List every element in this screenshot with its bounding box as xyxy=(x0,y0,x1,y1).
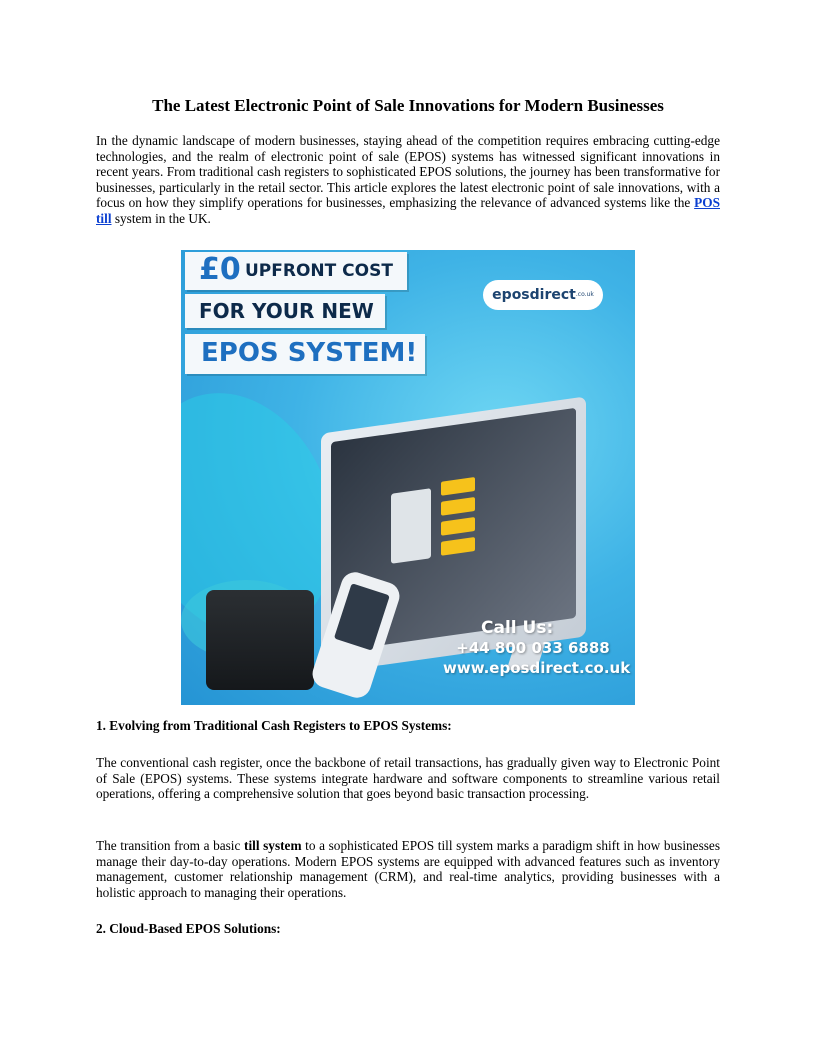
banner-line2: FOR YOUR NEW xyxy=(199,299,374,323)
intro-text-before: In the dynamic landscape of modern businesses, staying ahead of the competition requires embracing cutting-edge technologies, and the realm of electronic point of sale (EPOS) systems has witnessed significant innovations in recent years. From traditional cash registers to sophisticated EPOS solutions, the journey has been transformative for businesses, particularly in the retail sector. This article explores the latest electronic point of sale innovations, with a focus on how they simplify operations for businesses, emphasizing the relevance of advanced systems like the xyxy=(96,133,720,210)
contact-block xyxy=(443,618,631,678)
yellow-button-graphic xyxy=(441,517,475,536)
logo-text: eposdirect xyxy=(492,287,576,303)
banner-for-your-new xyxy=(185,294,385,328)
eposdirect-logo xyxy=(483,280,603,310)
banner-price: £0 xyxy=(199,252,241,287)
phone-number: +44 800 033 6888 xyxy=(456,639,610,657)
keypad-graphic xyxy=(391,488,431,564)
handheld-screen xyxy=(334,583,390,651)
pos-till-link[interactable]: POS till xyxy=(96,195,720,226)
section1-paragraph2 xyxy=(96,838,720,900)
banner-upfront-cost xyxy=(185,252,407,290)
yellow-button-graphic xyxy=(441,477,475,496)
section1-paragraph1: The conventional cash register, once the backbone of retail transactions, has gradually given way to Electronic Point of Sale (EPOS) systems. These systems integrate hardware and software components to streamline various retail operations, offering a comprehensive solution that goes beyond basic transaction processing. xyxy=(96,755,720,801)
website-url: www.eposdirect.co.uk xyxy=(443,659,631,677)
logo-suffix: .co.uk xyxy=(575,291,594,298)
till-system-bold: till system xyxy=(244,838,302,853)
page-title: The Latest Electronic Point of Sale Innovations for Modern Businesses xyxy=(152,96,664,115)
intro-paragraph xyxy=(96,133,720,226)
section2-heading: 2. Cloud-Based EPOS Solutions: xyxy=(96,921,281,936)
yellow-button-graphic xyxy=(441,537,475,556)
call-us-label: Call Us: xyxy=(481,618,554,638)
yellow-button-graphic xyxy=(441,497,475,516)
banner-epos-system xyxy=(185,334,425,374)
para2-text-after: to a sophisticated EPOS till system marks a paradigm shift in how businesses manage their day-to-day operations. Modern EPOS systems are equipped with advanced features such as inventory management, customer relationship management (CRM), and real-time analytics, providing businesses with a holistic approach to managing their operations. xyxy=(96,838,720,900)
banner-line3: EPOS SYSTEM! xyxy=(201,338,418,368)
banner-upfront-text: UPFRONT COST xyxy=(245,261,393,281)
receipt-printer xyxy=(206,590,314,690)
epos-advert-image xyxy=(181,250,635,705)
section1-heading: 1. Evolving from Traditional Cash Registers to EPOS Systems: xyxy=(96,718,452,733)
intro-text-after: system in the UK. xyxy=(111,210,211,226)
para2-text-before: The transition from a basic xyxy=(96,838,245,853)
